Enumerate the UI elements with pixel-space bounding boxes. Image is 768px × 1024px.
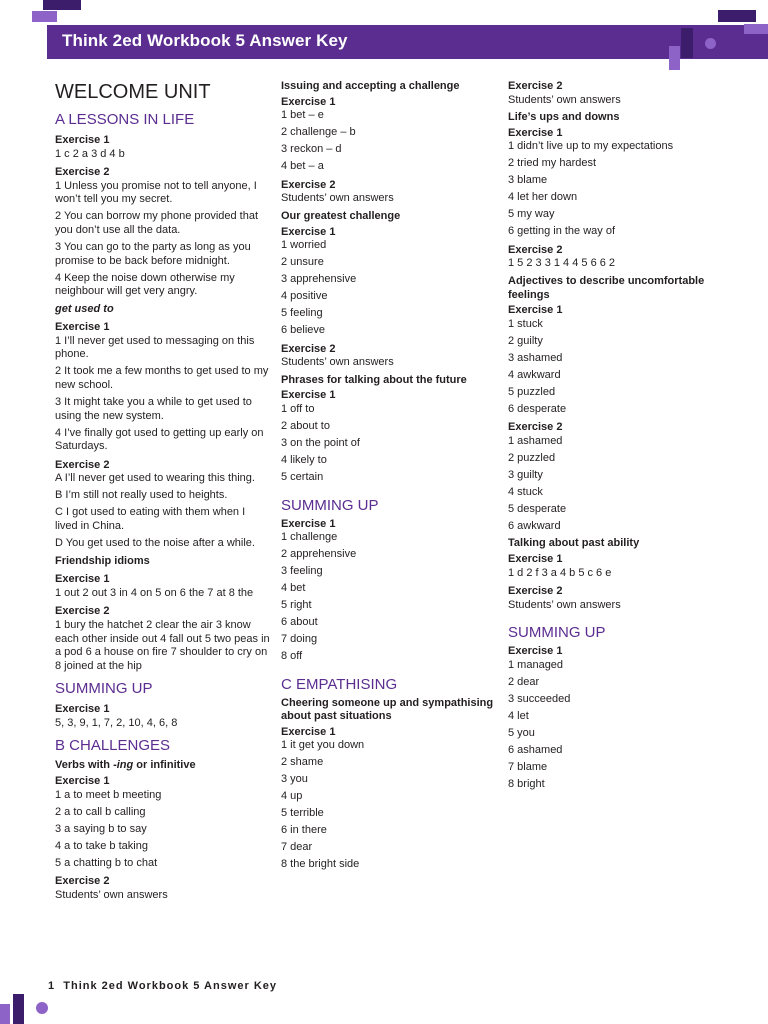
answer-line: 4 up [281, 790, 303, 803]
answer-line: 2 about to [281, 419, 330, 432]
exercise-label: Exercise 2 [281, 178, 336, 191]
answer-line: 5, 3, 9, 1, 7, 2, 10, 4, 6, 8 [55, 716, 178, 729]
answer-line: 8 the bright side [281, 858, 360, 871]
answer-line: 5 terrible [281, 807, 324, 820]
answer-line: 5 right [281, 599, 312, 612]
subheading-verbs [55, 759, 270, 773]
answer-line: 3 You can go to the party as long as you promise to be back before midnight. [55, 240, 251, 267]
answer-line: 2 guilty [508, 334, 543, 347]
subheading-adjectives: Adjectives to describe uncomfortable feelings [508, 275, 705, 301]
answer-line: 1 managed [508, 659, 564, 672]
subheading-friendship-idioms: Friendship idioms [55, 554, 150, 567]
answer-line: 4 I’ve finally got used to getting up early on Saturdays. [55, 426, 264, 453]
header-deco-circle [705, 38, 716, 49]
exercise-label: Exercise 1 [55, 775, 110, 788]
exercise-label: Exercise 1 [508, 645, 563, 658]
answer-line: 2 dear [508, 676, 540, 689]
answer-line: 1 a to meet b meeting [55, 788, 162, 801]
exercise-label: Exercise 2 [55, 166, 110, 179]
answer-line: 1 bet – e [281, 109, 324, 122]
answer-line: D You get used to the noise after a while. [55, 536, 255, 549]
answer-line: 3 reckon – d [281, 143, 342, 156]
exercise-label: Exercise 1 [55, 321, 110, 334]
answer-line: Students’ own answers [508, 598, 621, 611]
header-deco-dark-block-right [718, 10, 756, 22]
column-1 [55, 78, 270, 906]
answer-line: 5 certain [281, 470, 324, 483]
answer-line: 3 blame [508, 174, 548, 187]
answer-line: 5 my way [508, 208, 555, 221]
summing-up-heading: SUMMING UP [281, 496, 379, 514]
answer-line: 1 off to [281, 403, 315, 415]
answer-line: 1 it get you down [281, 739, 365, 752]
column-2 [281, 78, 496, 875]
exercise-label: Exercise 1 [508, 553, 563, 566]
answer-line: 2 You can borrow my phone provided that you don’t use all the data. [55, 210, 259, 236]
verbs-pre: Verbs with [55, 759, 114, 772]
answer-line: 2 challenge – b [281, 126, 356, 139]
exercise-label: Exercise 1 [508, 126, 563, 139]
answer-line: 4 bet [281, 582, 306, 595]
answer-line: 3 It might take you a while to get used to using the new system. [55, 396, 252, 422]
answer-line: 1 ashamed [508, 434, 563, 447]
footer-title: Think 2ed Workbook 5 Answer Key [63, 980, 278, 992]
answer-line: 3 ashamed [508, 351, 563, 364]
answer-line: 4 bet – a [281, 160, 324, 173]
answer-line: 5 puzzled [508, 385, 556, 398]
answer-line: 1 didn’t live up to my expectations [508, 140, 674, 153]
header-title: Think 2ed Workbook 5 Answer Key [62, 31, 348, 50]
exercise-label: Exercise 2 [55, 605, 110, 618]
answer-line: 6 ashamed [508, 743, 563, 756]
answer-line: 8 off [281, 650, 303, 663]
section-a-heading: A LESSONS IN LIFE [55, 111, 195, 128]
answer-line: B I’m still not really used to heights. [55, 489, 228, 502]
answer-line: 2 tried my hardest [508, 157, 597, 170]
answer-line: 6 desperate [508, 402, 567, 415]
answer-line: 3 feeling [281, 565, 323, 578]
answer-line: 2 apprehensive [281, 548, 357, 561]
answer-line: 1 c 2 a 3 d 4 b [55, 147, 125, 160]
footer-deco-circle [36, 1002, 48, 1014]
page-footer [48, 980, 277, 992]
page-number: 1 [48, 980, 56, 992]
exercise-label: Exercise 2 [508, 421, 563, 434]
answer-line: 8 bright [508, 777, 545, 790]
header-deco-dark-bar [681, 28, 693, 58]
answer-line: 2 unsure [281, 256, 324, 269]
answer-line: 4 let her down [508, 191, 578, 204]
exercise-label: Exercise 2 [508, 80, 563, 92]
answer-line: 6 about [281, 616, 318, 629]
answer-line: Students’ own answers [55, 888, 168, 901]
exercise-label: Exercise 1 [281, 225, 336, 238]
header-deco-dark-block [43, 0, 81, 10]
answer-line: 1 stuck [508, 317, 543, 330]
answer-line: 2 a to call b calling [55, 805, 146, 818]
header-deco-light-block-right [744, 24, 768, 34]
answer-line: 4 positive [281, 290, 328, 303]
answer-line: 4 likely to [281, 453, 327, 466]
answer-line: C I got used to eating with them when I lived in China. [55, 506, 246, 532]
subheading-cheering: Cheering someone up and sympathising about past situations [281, 696, 494, 723]
answer-line: 6 believe [281, 324, 326, 337]
answer-line: 7 doing [281, 633, 318, 646]
answer-line: 1 worried [281, 239, 327, 252]
exercise-label: Exercise 2 [508, 585, 563, 598]
subheading-future-phrases: Phrases for talking about the future [281, 373, 467, 386]
answer-line: 1 Unless you promise not to tell anyone, I won’t tell you my secret. [55, 179, 257, 206]
summing-up-heading: SUMMING UP [55, 680, 153, 698]
answer-line: Students’ own answers [508, 93, 621, 106]
exercise-label: Exercise 1 [55, 573, 110, 586]
verbs-post: or infinitive [133, 759, 196, 772]
exercise-label: Exercise 2 [55, 458, 110, 471]
answer-line: 4 let [508, 710, 529, 722]
answer-line: 6 in there [281, 824, 327, 837]
exercise-label: Exercise 1 [281, 389, 336, 402]
subheading-issuing: Issuing and accepting a challenge [281, 80, 460, 92]
answer-line: 5 a chatting b to chat [55, 856, 158, 869]
answer-line: 4 a to take b taking [55, 839, 148, 852]
answer-line: 3 guilty [508, 468, 543, 481]
subheading-past-ability: Talking about past ability [508, 537, 640, 550]
exercise-label: Exercise 2 [55, 875, 110, 888]
answer-line: 4 stuck [508, 485, 543, 498]
exercise-label: Exercise 2 [281, 342, 336, 355]
answer-line: 4 awkward [508, 368, 561, 381]
answer-line: 3 succeeded [508, 693, 571, 706]
answer-line: 4 Keep the noise down otherwise my neighbour will get very angry. [55, 271, 235, 298]
answer-line: 3 a saying b to say [55, 822, 147, 835]
answer-line: 2 It took me a few months to get used to my new school. [55, 365, 269, 392]
answer-line: 3 apprehensive [281, 273, 357, 286]
exercise-label: Exercise 1 [281, 517, 336, 530]
exercise-label: Exercise 2 [508, 243, 563, 256]
answer-line: 6 awkward [508, 519, 561, 532]
answer-line: 5 feeling [281, 307, 323, 320]
answer-line: 3 on the point of [281, 436, 360, 449]
subheading-ups-and-downs: Life’s ups and downs [508, 111, 620, 124]
footer-deco-dark-bar [13, 994, 24, 1024]
column-3 [508, 78, 723, 795]
header-deco-light-block [32, 11, 57, 22]
exercise-label: Exercise 1 [281, 95, 336, 108]
section-b-heading: B CHALLENGES [55, 737, 171, 755]
header-deco-light-bar [669, 46, 680, 70]
footer-deco-light-bar [0, 1004, 10, 1024]
exercise-label: Exercise 1 [55, 134, 110, 146]
subheading-greatest-challenge: Our greatest challenge [281, 209, 401, 222]
answer-line: A I’ll never get used to wearing this thing. [55, 472, 255, 485]
exercise-label: Exercise 1 [55, 703, 110, 716]
exercise-label: Exercise 1 [281, 725, 336, 738]
answer-line: Students’ own answers [281, 356, 394, 369]
answer-line: 2 shame [281, 756, 324, 769]
section-c-heading: C EMPATHISING [281, 675, 398, 693]
answer-line: Students’ own answers [281, 192, 394, 205]
answer-line: 1 I’ll never get used to messaging on this phone. [55, 334, 255, 361]
exercise-label: Exercise 1 [508, 304, 563, 317]
answer-line: 1 challenge [281, 531, 338, 544]
answer-line: 1 5 2 3 3 1 4 4 5 6 6 2 [508, 257, 616, 270]
answer-line: 7 dear [281, 841, 313, 854]
subheading-get-used-to: get used to [55, 302, 114, 315]
answer-line: 5 desperate [508, 502, 567, 515]
answer-line: 3 you [281, 773, 308, 786]
summing-up-heading: SUMMING UP [508, 624, 606, 642]
answer-line: 5 you [508, 726, 535, 739]
answer-line: 2 puzzled [508, 451, 556, 464]
verbs-ing: -ing [113, 759, 134, 772]
answer-line: 1 out 2 out 3 in 4 on 5 on 6 the 7 at 8 the [55, 586, 254, 599]
unit-title: WELCOME UNIT [55, 81, 211, 103]
answer-line: 7 blame [508, 760, 548, 773]
answer-line: 1 bury the hatchet 2 clear the air 3 know each other inside out 4 fall out 5 two peas in a pod 6 a house on fire 7 shoulder to cry on 8 joined at the hip [55, 618, 270, 672]
answer-line: 6 getting in the way of [508, 225, 616, 238]
answer-line: 1 d 2 f 3 a 4 b 5 c 6 e [508, 566, 612, 579]
